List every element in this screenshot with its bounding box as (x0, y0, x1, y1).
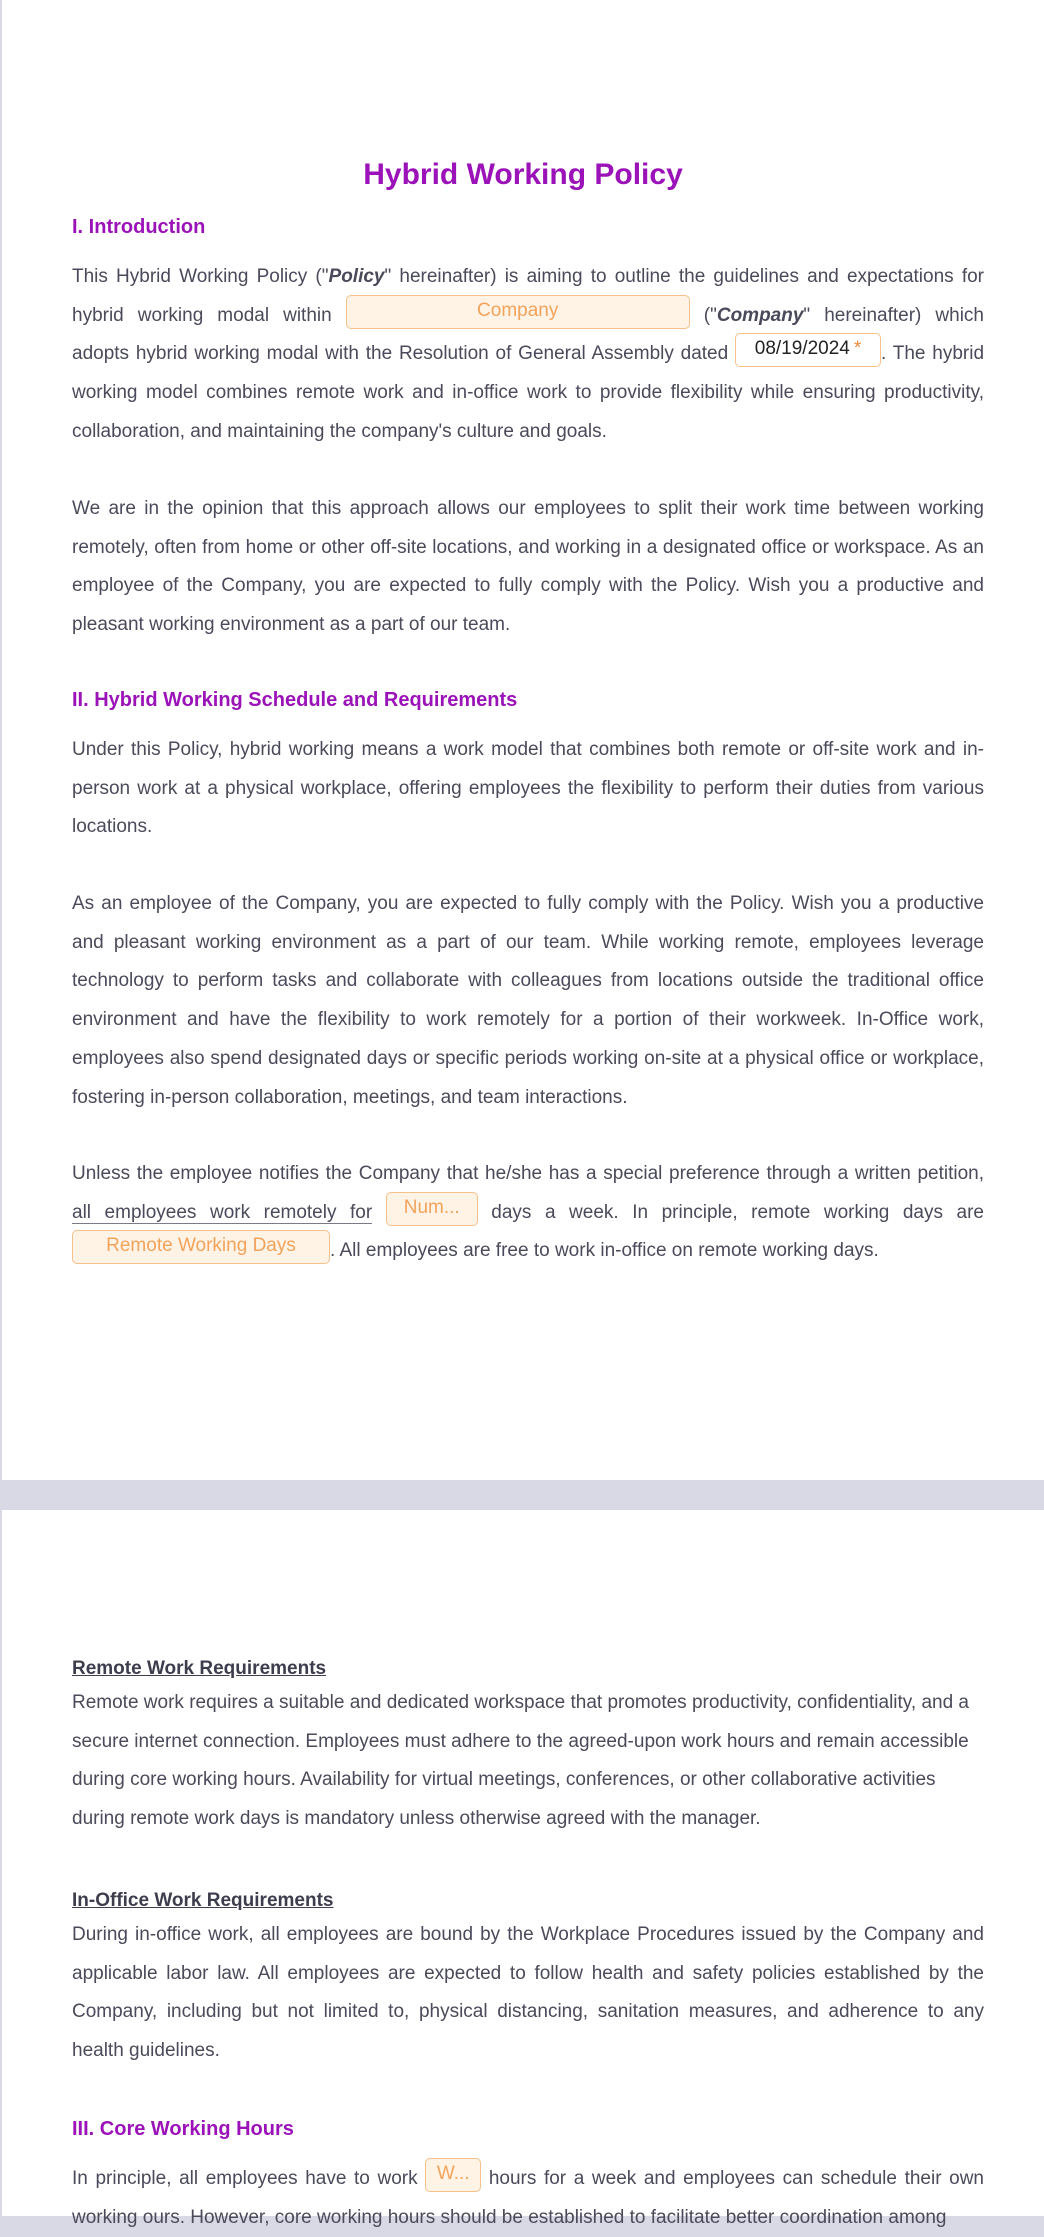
company-name-field[interactable]: Company (346, 295, 690, 329)
schedule-paragraph-3 (72, 1155, 984, 1271)
intro-paragraph-1 (72, 258, 984, 452)
text-run: Unless the employee notifies the Company that he/she has a special preference through a written petition, (72, 1163, 984, 1184)
core-hours-paragraph (72, 2160, 984, 2237)
section-heading-schedule: II. Hybrid Working Schedule and Requirements (72, 689, 518, 711)
text-run: (" (703, 304, 717, 326)
weekly-hours-field[interactable]: W... (425, 2158, 481, 2192)
text-run: This Hybrid Working Policy (" (72, 266, 329, 287)
text-run: . The hybrid working model combines remote work and in-office work to provide flexibility while ensuring productivity, collaboration, and maintaining the company's culture and goals. (72, 343, 985, 442)
schedule-paragraph-1: Under this Policy, hybrid working means a work model that combines both remote or off-site work and in-person work at a physical workplace, offering employees the flexibility to perform their duties from various locations. (72, 739, 984, 838)
remote-days-count-field[interactable]: Num... (386, 1192, 478, 1226)
subheading-office-work: In-Office Work Requirements (72, 1890, 334, 1911)
subheading-remote-work: Remote Work Requirements (72, 1658, 327, 1679)
text-run: days a week. In principle, remote working days are (491, 1201, 984, 1223)
office-work-paragraph: During in-office work, all employees are bound by the Workplace Procedures issued by the Company and applicable labor law. All employees are expected to follow health and safety policies established by the Company, including but not limited to, physical distancing, sanitation measures, and adherence to any health guidelines. (72, 1924, 984, 2062)
date-value: 08/19/2024 (754, 338, 850, 360)
remote-work-paragraph: Remote work requires a suitable and dedicated workspace that promotes productivity, confidentiality, and a secure internet connection. Employees must adhere to the agreed-upon work hours and remain accessible during core working hours. Availability for virtual meetings, conferences, or other collaborative activities during remote work days is mandatory unless otherwise agreed with the manager. (72, 1692, 969, 1830)
section-heading-core-hours: III. Core Working Hours (72, 2118, 294, 2140)
text-run: hours for a week and employees can schedule their own working ours. However, core working hours should be established to facilitate better coordination among (72, 2168, 984, 2228)
page-2 (2, 1510, 1044, 2228)
text-run: . All employees are free to work in-office on remote working days. (330, 1240, 879, 1262)
intro-paragraph-2: We are in the opinion that this approach allows our employees to split their work time between working remotely, often from home or other off-site locations, and working in a designated office or workspace. As an employee of the Company, you are expected to fully comply with the Policy. Wish you a productive and pleasant working environment as a part of our team. (72, 498, 984, 636)
remote-working-days-field[interactable]: Remote Working Days (72, 1230, 330, 1264)
text-run: all employees work remotely for (72, 1201, 373, 1223)
schedule-paragraph-2: As an employee of the Company, you are expected to fully comply with the Policy. Wish you a productive and pleasant working environment as a part of our team. While working remote, employees leverage technology to perform tasks and collaborate with colleagues from locations outside the traditional office environment and have the flexibility to work remotely for a portion of their workweek. In-Office work, employees also spend designated days or specific periods working on-site at a physical office or workplace, fostering in-person collaboration, meetings, and team interactions. (72, 893, 984, 1108)
policy-term: Policy (328, 266, 385, 287)
required-marker: * (853, 338, 862, 360)
text-run: In principle, all employees have to work (72, 2168, 418, 2189)
resolution-date-field[interactable] (735, 333, 881, 367)
document-title: Hybrid Working Policy (363, 158, 683, 191)
text-run: " hereinafter) is aiming to outline the guidelines and expectations for hybrid working modal within (72, 266, 984, 326)
text-run: " hereinafter) which adopts hybrid working modal with the Resolution of General Assembly dated (72, 304, 984, 365)
company-term: Company (716, 304, 804, 326)
page-1 (2, 0, 1044, 1480)
section-heading-introduction: I. Introduction (72, 216, 206, 238)
